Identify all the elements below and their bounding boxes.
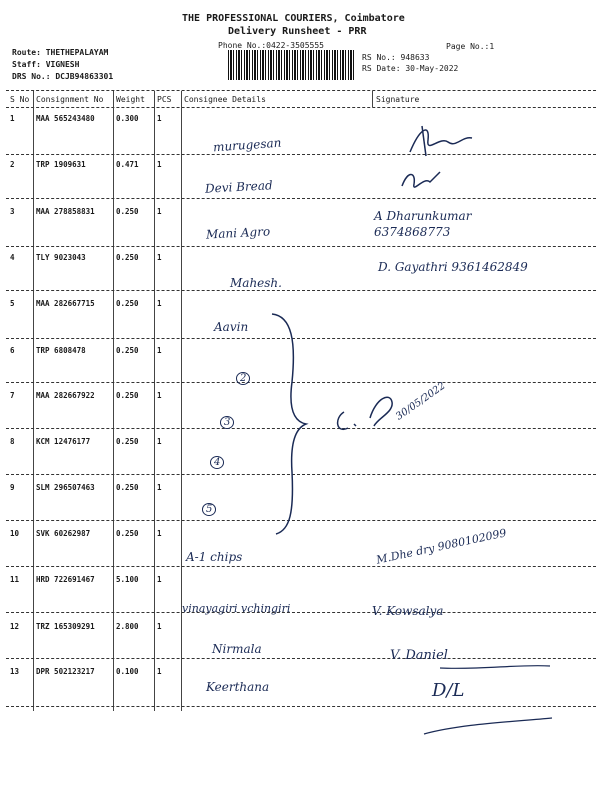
rs-number: RS No.: 948633: [362, 53, 430, 62]
row-weight: 0.300: [116, 114, 139, 123]
row-consignment: HRD 722691467: [36, 575, 95, 584]
row-sno: 6: [10, 346, 15, 355]
row-consignee-circled-number: 3: [220, 416, 234, 429]
row-signature-handwritten: D/L: [432, 680, 465, 701]
row-sno: 8: [10, 437, 15, 446]
row-pcs: 1: [157, 667, 162, 676]
row-consignment: DPR 502123217: [36, 667, 95, 676]
row-pcs: 1: [157, 160, 162, 169]
row-weight: 0.100: [116, 667, 139, 676]
row-consignment: KCM 12476177: [36, 437, 91, 446]
row-weight: 0.250: [116, 483, 139, 492]
drs-number: DRS No.: DCJB94863301: [12, 72, 114, 81]
row-consignment: MAA 282667922: [36, 391, 95, 400]
col-header-sno: S No: [10, 95, 30, 104]
row-sno: 2: [10, 160, 15, 169]
row-rule: [6, 154, 596, 155]
route-label: Route: THETHEPALAYAM: [12, 48, 109, 57]
barcode-image: [228, 50, 354, 80]
row-signature-handwritten: A Dharunkumar 6374868773: [374, 209, 472, 239]
row-rule: [6, 198, 596, 199]
row-sno: 4: [10, 253, 15, 262]
row-signature-date: 30/05/2022: [394, 380, 448, 423]
col-sep: [181, 91, 182, 711]
page-number: Page No.:1: [446, 42, 495, 51]
row-signature-handwritten: D. Gayathri 9361462849: [378, 260, 528, 274]
row-weight: 0.250: [116, 529, 139, 538]
row-consignment: TRP 1909631: [36, 160, 86, 169]
row-pcs: 1: [157, 346, 162, 355]
col-header-consignee: Consignee Details: [184, 95, 266, 104]
row-sno: 7: [10, 391, 15, 400]
row-pcs: 1: [157, 437, 162, 446]
row-sno: 12: [10, 622, 20, 631]
row-consignee-handwritten: Mahesh.: [230, 276, 282, 290]
col-sep: [33, 91, 34, 711]
col-sep: [154, 91, 155, 711]
signature-scribble: [330, 388, 400, 438]
row-consignee-circled-number: 5: [202, 503, 216, 516]
row-weight: 0.250: [116, 346, 139, 355]
row-pcs: 1: [157, 299, 162, 308]
staff-label: Staff: VIGNESH: [12, 60, 80, 69]
row-pcs: 1: [157, 207, 162, 216]
row-consignment: TRP 6808478: [36, 346, 86, 355]
row-pcs: 1: [157, 253, 162, 262]
row-weight: 2.800: [116, 622, 139, 631]
row-weight: 0.471: [116, 160, 139, 169]
rs-date: RS Date: 30-May-2022: [362, 64, 459, 73]
row-consignment: MAA 278858831: [36, 207, 95, 216]
row-weight: 5.100: [116, 575, 139, 584]
row-weight: 0.250: [116, 391, 139, 400]
row-consignment: TLY 9023043: [36, 253, 86, 262]
signature-scribble: [400, 118, 480, 162]
row-signature-handwritten: V. Kowsalya: [372, 604, 444, 618]
row-consignee-handwritten: murugesan: [212, 135, 282, 155]
row-sno: 5: [10, 299, 15, 308]
row-consignee-circled-number: 4: [210, 456, 224, 469]
row-pcs: 1: [157, 391, 162, 400]
header-bottom-rule: [6, 107, 596, 108]
row-consignment: SLM 296507463: [36, 483, 95, 492]
row-signature-handwritten: V. Daniel: [390, 648, 448, 663]
col-sep: [113, 91, 114, 711]
col-header-consignment: Consignment No: [36, 95, 104, 104]
row-signature-handwritten: M.Dhe dry 9080102099: [375, 526, 508, 567]
row-consignee-handwritten: Aavin: [214, 320, 249, 334]
row-consignment: SVK 60262987: [36, 529, 91, 538]
col-header-pcs: PCS: [157, 95, 172, 104]
row-consignment: MAA 565243480: [36, 114, 95, 123]
row-rule: [6, 658, 596, 659]
row-rule: [6, 290, 596, 291]
row-sno: 13: [10, 667, 20, 676]
row-consignment: TRZ 165309291: [36, 622, 95, 631]
row-weight: 0.250: [116, 253, 139, 262]
col-sep: [372, 91, 373, 107]
row-sno: 1: [10, 114, 15, 123]
col-header-signature: Signature: [376, 95, 420, 104]
runsheet-title: Delivery Runsheet - PRR: [228, 26, 367, 37]
company-name: THE PROFESSIONAL COURIERS, Coimbatore: [182, 13, 405, 24]
row-sno: 11: [10, 575, 20, 584]
row-pcs: 1: [157, 575, 162, 584]
row-sno: 9: [10, 483, 15, 492]
row-rule: [6, 612, 596, 613]
row-pcs: 1: [157, 114, 162, 123]
col-header-weight: Weight: [116, 95, 145, 104]
row-pcs: 1: [157, 622, 162, 631]
row-weight: 0.250: [116, 299, 139, 308]
row-consignee-handwritten: Nirmala: [212, 642, 262, 656]
row-consignee-handwritten: A-1 chips: [186, 550, 243, 564]
table-top-rule: [6, 90, 596, 91]
row-rule: [6, 246, 596, 247]
row-pcs: 1: [157, 483, 162, 492]
row-consignee-handwritten: Devi Bread: [204, 178, 273, 196]
row-consignee-circled-number: 2: [236, 372, 250, 385]
row-consignee-handwritten: Keerthana: [206, 680, 270, 694]
row-sno: 3: [10, 207, 15, 216]
row-consignment: MAA 282667715: [36, 299, 95, 308]
row-consignee-handwritten: Mani Agro: [205, 224, 271, 242]
grouping-bracket: [270, 312, 310, 536]
signature-scribble: [420, 660, 560, 740]
row-weight: 0.250: [116, 207, 139, 216]
phone-number: Phone No.:0422-3505555: [218, 41, 324, 50]
row-weight: 0.250: [116, 437, 139, 446]
row-consignee-handwritten: vinayagiri vchingiri: [182, 602, 291, 615]
row-rule: [6, 566, 596, 567]
row-pcs: 1: [157, 529, 162, 538]
signature-scribble: [396, 166, 446, 196]
row-sno: 10: [10, 529, 20, 538]
